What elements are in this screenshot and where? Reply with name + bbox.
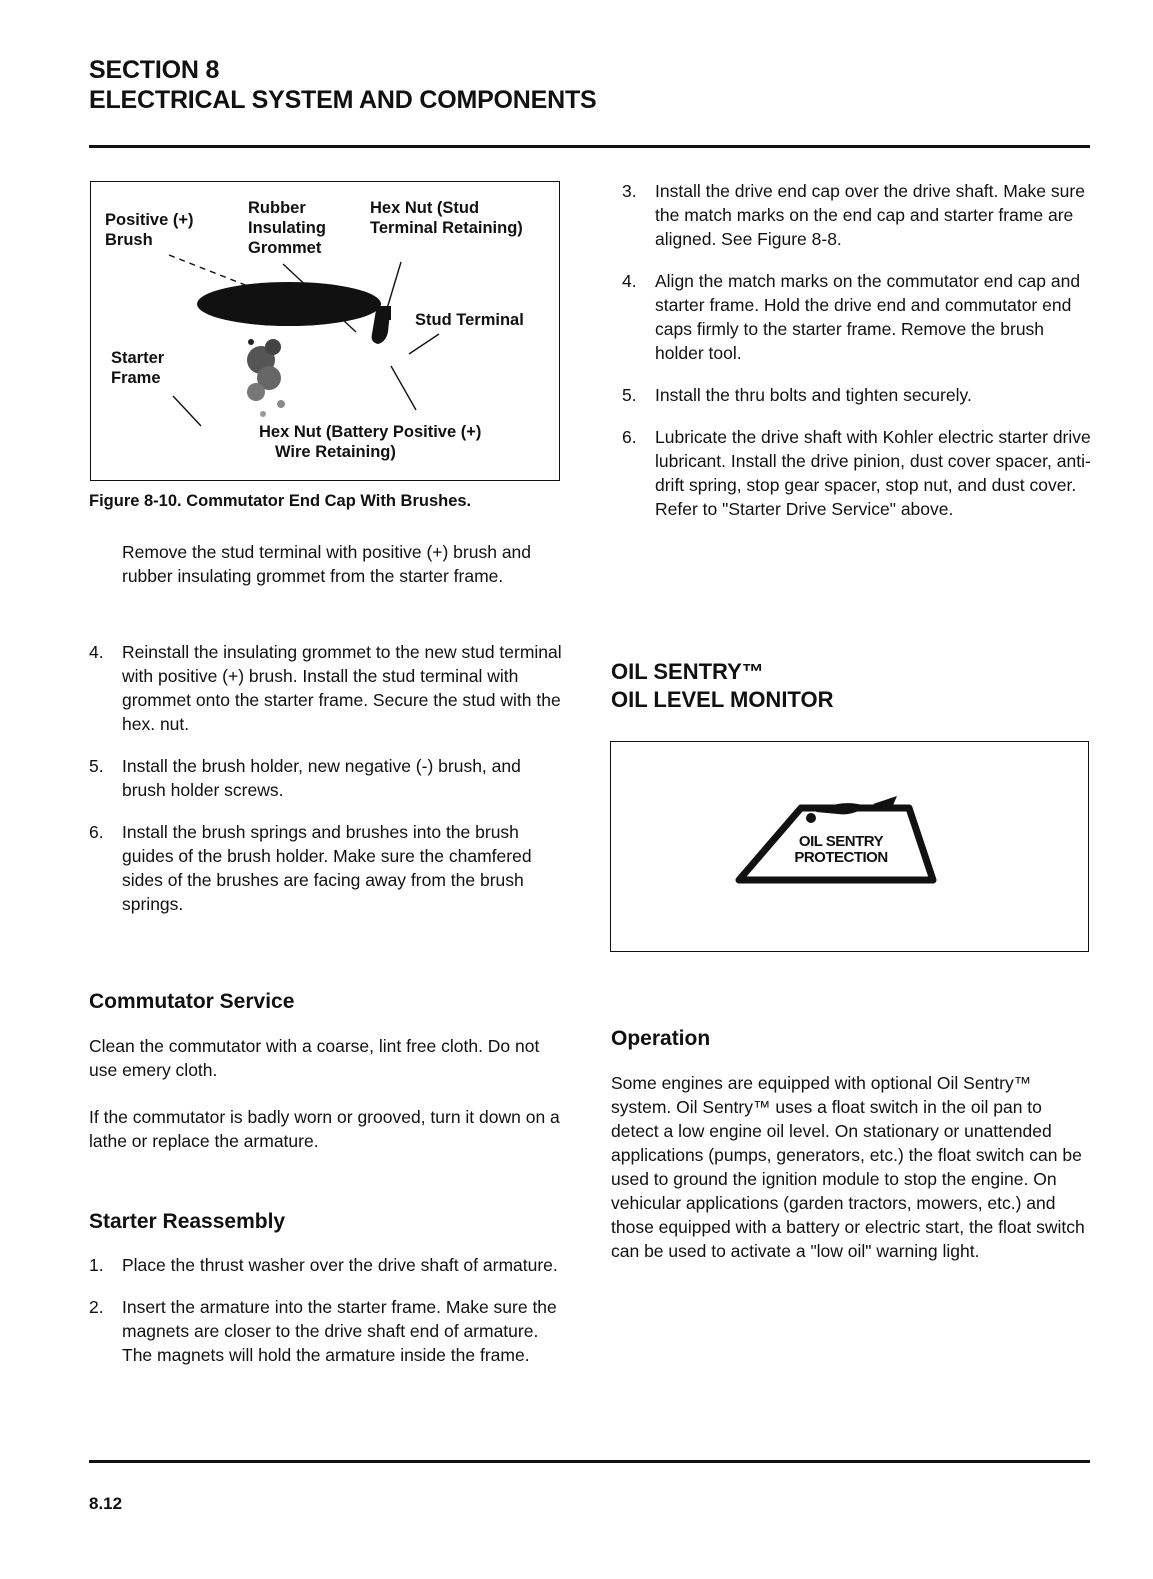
label-hex-nut-battery: Hex Nut (Battery Positive (+) Wire Retaining) <box>259 423 482 461</box>
leader-hex-nut-stud <box>383 262 401 322</box>
commutator-paragraph-2: If the commutator is badly worn or grooved, turn it down on a lathe or replace the armature. <box>89 1107 560 1151</box>
label-hex-nut-stud: Hex Nut (Stud Terminal Retaining) <box>370 199 523 237</box>
section-header <box>89 55 597 115</box>
decal-line1: OIL SENTRY <box>798 833 884 850</box>
oil-sentry-decal-figure <box>610 741 1089 952</box>
list-item: 5. Install the brush holder, new negative (-) brush, and brush holder screws. <box>89 756 521 800</box>
page-number: 8.12 <box>89 1494 123 1513</box>
oil-sentry-heading-line1: OIL SENTRY™ <box>611 659 764 684</box>
decal-line2: PROTECTION <box>794 849 888 866</box>
bottom-rule <box>89 1460 1090 1463</box>
commutator-service-heading: Commutator Service <box>89 990 295 1013</box>
leader-starter-frame <box>173 396 201 426</box>
section-number: SECTION 8 <box>89 56 220 84</box>
end-cap-shape <box>197 282 381 326</box>
list-item: 4. Align the match marks on the commutator end cap and starter frame. Hold the drive end and commutator end caps firmly to the starter frame. Remove the brush holder tool. <box>622 271 1081 363</box>
reassembly-steps-list <box>89 1253 563 1385</box>
label-starter-frame: Starter Frame <box>111 349 165 387</box>
section-title: ELECTRICAL SYSTEM AND COMPONENTS <box>89 86 597 114</box>
figure-caption: Figure 8-10. Commutator End Cap With Brushes. <box>89 492 472 510</box>
top-rule <box>89 145 1090 148</box>
oil-sentry-heading <box>611 658 833 714</box>
operation-paragraph: Some engines are equipped with optional Oil Sentry™ system. Oil Sentry™ uses a float switch in the oil pan to detect a low engine oil level. On stationary or unattended applications (pumps, generators, etc.) the float switch can be used to ground the ignition module to stop the engine. On vehicular applications (garden tractors, mowers, etc.) and those equipped with a battery or electric start, the float switch can be used to activate a "low oil" warning light. <box>611 1073 1085 1261</box>
commutator-paragraph-1: Clean the commutator with a coarse, lint free cloth. Do not use emery cloth. <box>89 1036 540 1080</box>
starter-reassembly-heading: Starter Reassembly <box>89 1210 286 1233</box>
label-rubber-grommet: Rubber Insulating Grommet <box>248 199 326 257</box>
leader-stud-terminal <box>409 334 439 354</box>
label-stud-terminal: Stud Terminal <box>415 311 524 329</box>
frame-texture <box>247 339 285 417</box>
list-item: 4. Reinstall the insulating grommet to the new stud terminal with positive (+) brush. Install the stud terminal with grommet onto the starter frame. Secure the stud with the hex. nut. <box>89 642 562 734</box>
figure-8-10 <box>90 181 560 481</box>
list-item: 3. Install the drive end cap over the drive shaft. Make sure the match marks on the end cap and starter frame are aligned. See Figure 8-8. <box>622 181 1085 249</box>
leader-hex-nut-battery <box>391 366 416 410</box>
right-steps-list <box>622 179 1092 539</box>
decal-text <box>781 834 901 866</box>
list-item: 1. Place the thrust washer over the drive shaft of armature. <box>89 1255 558 1275</box>
left-steps-list <box>89 640 563 934</box>
list-item: 5. Install the thru bolts and tighten securely. <box>622 385 972 405</box>
label-positive-brush: Positive (+) Brush <box>105 211 194 249</box>
list-item: 2. Insert the armature into the starter frame. Make sure the magnets are closer to the drive shaft end of armature. The magnets will hold the armature inside the frame. <box>89 1297 557 1365</box>
list-item: 6. Install the brush springs and brushes into the brush guides of the brush holder. Make sure the chamfered sides of the brushes are facing away from the brush springs. <box>89 822 532 914</box>
oil-sentry-heading-line2: OIL LEVEL MONITOR <box>611 687 834 712</box>
list-item: 6. Lubricate the drive shaft with Kohler electric starter drive lubricant. Install the drive pinion, dust cover spacer, anti-drift spring, stop gear spacer, stop nut, and dust cover. Refer to "Starter Drive Service" above. <box>622 427 1091 519</box>
intro-paragraph: Remove the stud terminal with positive (+) brush and rubber insulating grommet from the starter frame. <box>122 542 532 586</box>
operation-heading: Operation <box>611 1027 711 1050</box>
